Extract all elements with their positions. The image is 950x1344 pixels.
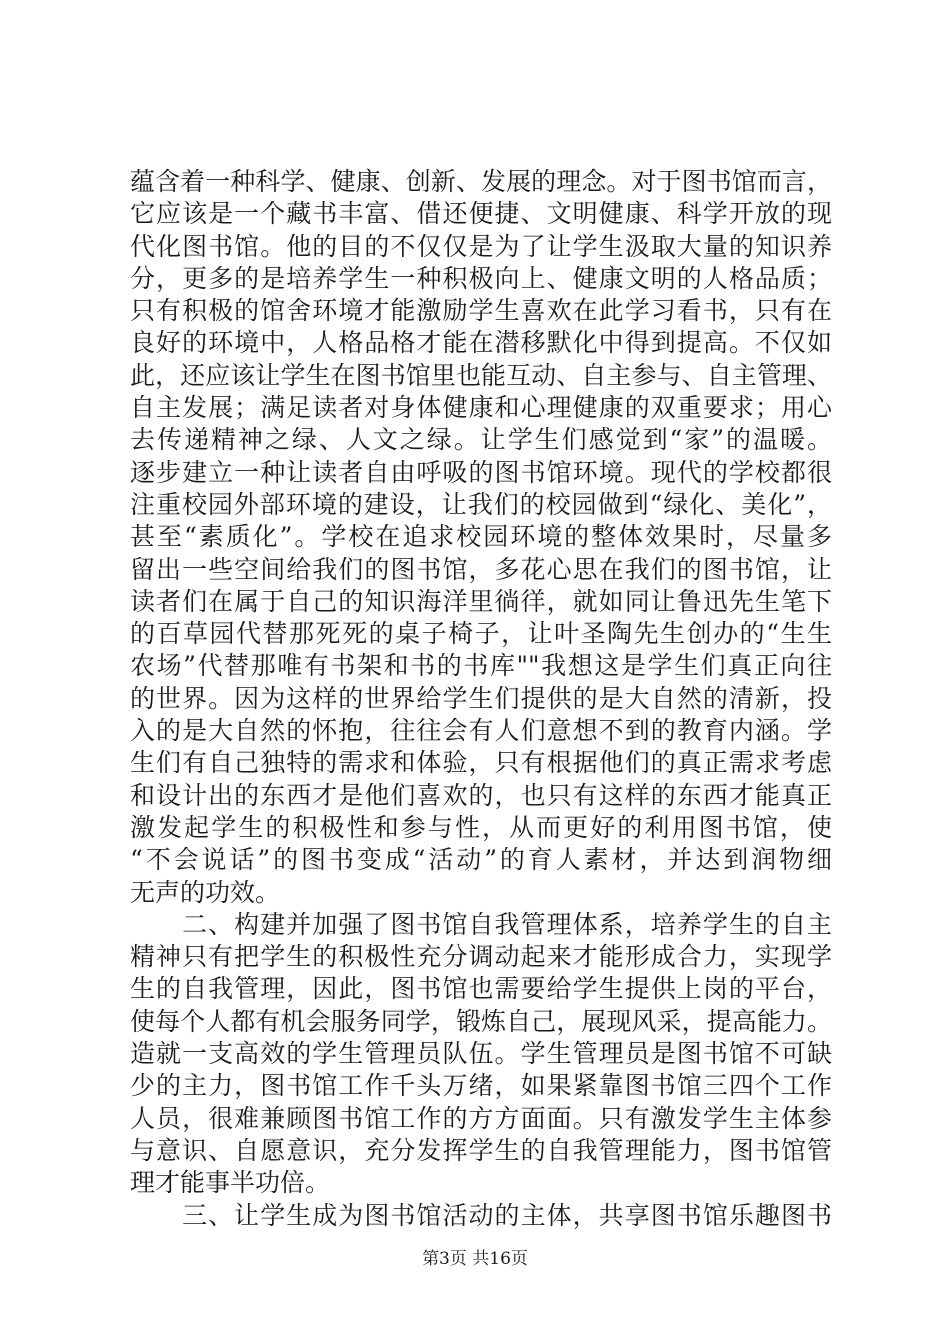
text-line: 只有积极的馆舍环境才能激励学生喜欢在此学习看书，只有在 [130, 296, 832, 326]
text-line: 二、构建并加强了图书馆自我管理体系，培养学生的自主 [130, 909, 832, 939]
text-line: 与意识、自愿意识，充分发挥学生的自我管理能力，图书馆管 [130, 1135, 832, 1165]
text-line: 的世界。因为这样的世界给学生们提供的是大自然的清新，投 [130, 683, 832, 713]
text-line: 三、让学生成为图书馆活动的主体，共享图书馆乐趣图书 [130, 1200, 832, 1230]
text-line: 农场”代替那唯有书架和书的书库""我想这是学生们真正向往 [130, 651, 832, 681]
text-line: 无声的功效。 [130, 877, 281, 907]
document-body [130, 166, 832, 1232]
text-line: 逐步建立一种让读者自由呼吸的图书馆环境。现代的学校都很 [130, 457, 832, 487]
text-line: 代化图书馆。他的目的不仅仅是为了让学生汲取大量的知识养 [130, 231, 832, 261]
text-line: 自主发展；满足读者对身体健康和心理健康的双重要求；用心 [130, 393, 832, 423]
text-line: 造就一支高效的学生管理员队伍。学生管理员是图书馆不可缺 [130, 1039, 832, 1069]
text-line: 理才能事半功倍。 [130, 1168, 331, 1198]
text-line: 它应该是一个藏书丰富、借还便捷、文明健康、科学开放的现 [130, 199, 832, 229]
text-line: 甚至“素质化”。学校在追求校园环境的整体效果时，尽量多 [130, 522, 832, 552]
text-line: 使每个人都有机会服务同学，锻炼自己，展现风采，提高能力。 [130, 1006, 832, 1036]
text-line: 入的是大自然的怀抱，往往会有人们意想不到的教育内涵。学 [130, 716, 832, 746]
page-number-footer: 第3页 共16页 [422, 1249, 528, 1269]
text-line: 留出一些空间给我们的图书馆，多花心思在我们的图书馆，让 [130, 554, 832, 584]
text-line: 生的自我管理，因此，图书馆也需要给学生提供上岗的平台， [130, 974, 832, 1004]
text-line: 生们有自己独特的需求和体验，只有根据他们的真正需求考虑 [130, 748, 832, 778]
text-line: 此，还应该让学生在图书馆里也能互动、自主参与、自主管理、 [130, 360, 832, 390]
text-line: 读者们在属于自己的知识海洋里徜徉，就如同让鲁迅先生笔下 [130, 586, 832, 616]
text-line: 蕴含着一种科学、健康、创新、发展的理念。对于图书馆而言， [130, 167, 832, 196]
text-line: 精神只有把学生的积极性充分调动起来才能形成合力，实现学 [130, 942, 832, 972]
text-line: 去传递精神之绿、人文之绿。让学生们感觉到“家”的温暖。 [130, 425, 832, 455]
text-line: 分，更多的是培养学生一种积极向上、健康文明的人格品质； [130, 263, 832, 293]
text-line: 注重校园外部环境的建设，让我们的校园做到“绿化、美化”， [130, 489, 832, 519]
text-line: 和设计出的东西才是他们喜欢的，也只有这样的东西才能真正 [130, 780, 832, 810]
text-line: 良好的环境中，人格品格才能在潜移默化中得到提高。不仅如 [130, 328, 832, 358]
text-line: 少的主力，图书馆工作千头万绪，如果紧靠图书馆三四个工作 [130, 1071, 832, 1101]
text-line: “不会说话”的图书变成“活动”的育人素材，并达到润物细 [130, 845, 832, 875]
text-line: 激发起学生的积极性和参与性，从而更好的利用图书馆，使 [130, 812, 832, 842]
text-line: 人员，很难兼顾图书馆工作的方方面面。只有激发学生主体参 [130, 1103, 832, 1133]
text-line: 的百草园代替那死死的桌子椅子，让叶圣陶先生创办的“生生 [130, 619, 832, 649]
